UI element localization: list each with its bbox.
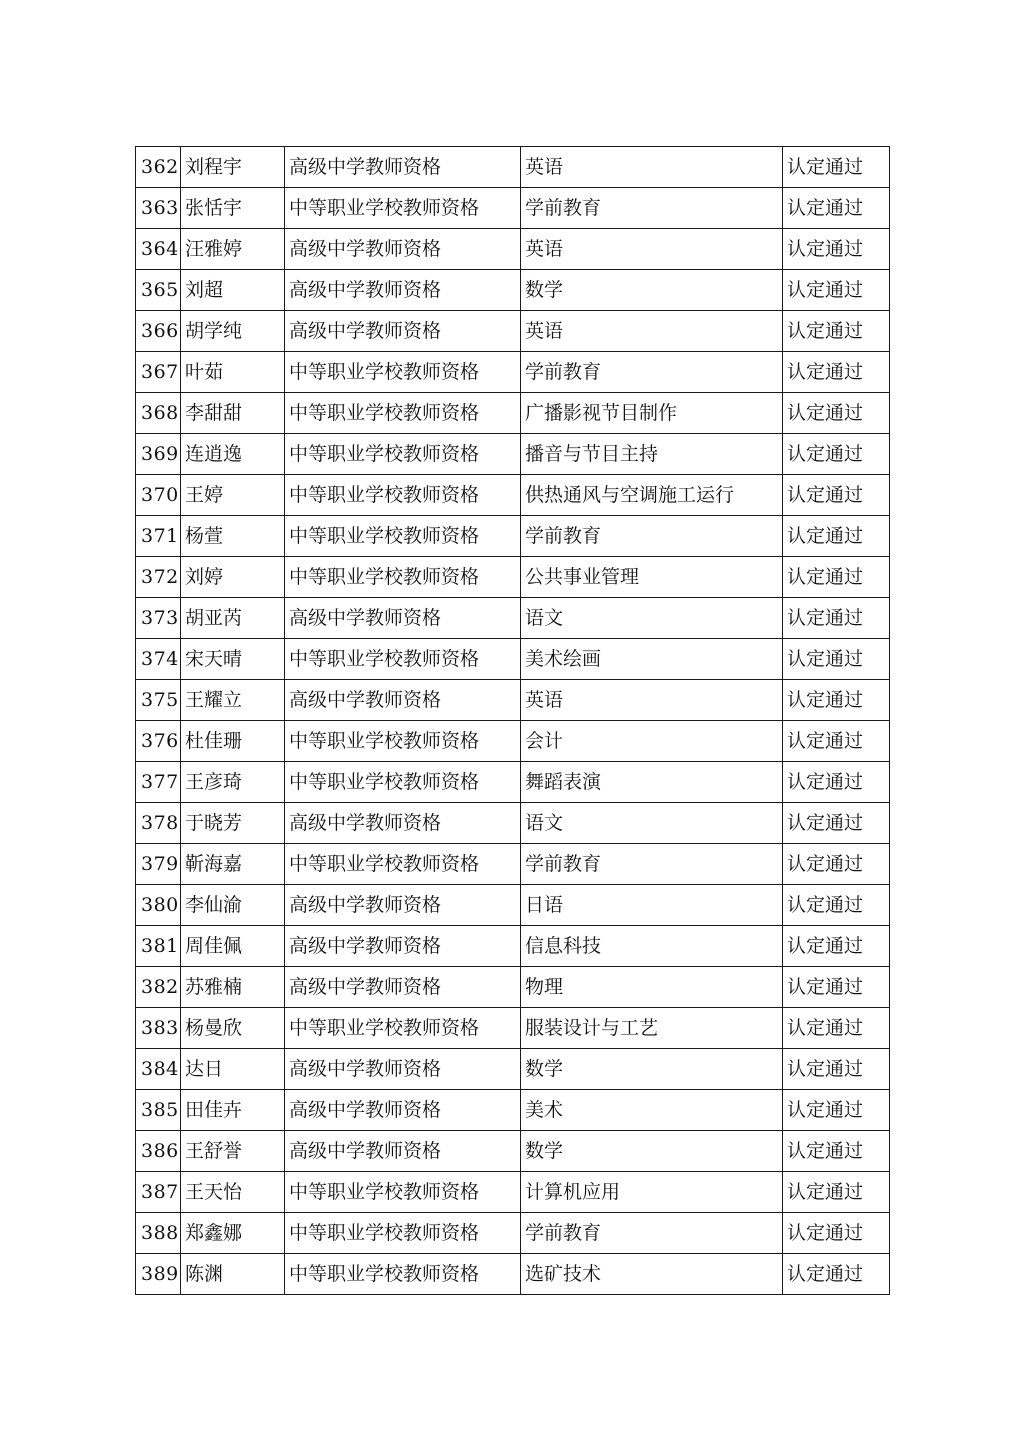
subject-cell: 选矿技术: [521, 1254, 783, 1295]
subject-cell: 学前教育: [521, 188, 783, 229]
qualification-type-cell: 高级中学教师资格: [285, 598, 521, 639]
result-cell: 认定通过: [783, 762, 890, 803]
table-row: [136, 557, 890, 598]
result-cell: 认定通过: [783, 926, 890, 967]
subject-cell: 学前教育: [521, 1213, 783, 1254]
table-row: [136, 844, 890, 885]
qualification-type-cell: 中等职业学校教师资格: [285, 557, 521, 598]
applicant-name-cell: 刘程宇: [181, 147, 285, 188]
row-number-cell: 373: [136, 598, 181, 639]
table-row: [136, 516, 890, 557]
qualification-type-cell: 高级中学教师资格: [285, 926, 521, 967]
table-row: [136, 803, 890, 844]
applicant-name-cell: 刘超: [181, 270, 285, 311]
result-cell: 认定通过: [783, 680, 890, 721]
subject-cell: 数学: [521, 1049, 783, 1090]
applicant-name-cell: 田佳卉: [181, 1090, 285, 1131]
qualification-type-cell: 中等职业学校教师资格: [285, 1213, 521, 1254]
subject-cell: 英语: [521, 229, 783, 270]
subject-cell: 服装设计与工艺: [521, 1008, 783, 1049]
subject-cell: 语文: [521, 598, 783, 639]
table-row: [136, 721, 890, 762]
table-row: [136, 352, 890, 393]
result-cell: 认定通过: [783, 844, 890, 885]
result-cell: 认定通过: [783, 147, 890, 188]
table-row: [136, 680, 890, 721]
table-row: [136, 270, 890, 311]
table-row: [136, 434, 890, 475]
applicant-name-cell: 杨曼欣: [181, 1008, 285, 1049]
applicant-name-cell: 李仙渝: [181, 885, 285, 926]
result-cell: 认定通过: [783, 516, 890, 557]
subject-cell: 舞蹈表演: [521, 762, 783, 803]
table-row: [136, 475, 890, 516]
table-row: [136, 1172, 890, 1213]
applicant-name-cell: 胡亚芮: [181, 598, 285, 639]
row-number-cell: 387: [136, 1172, 181, 1213]
qualification-type-cell: 中等职业学校教师资格: [285, 721, 521, 762]
result-cell: 认定通过: [783, 1213, 890, 1254]
applicant-name-cell: 靳海嘉: [181, 844, 285, 885]
certification-table-body: [136, 147, 890, 1295]
qualification-type-cell: 高级中学教师资格: [285, 270, 521, 311]
subject-cell: 美术绘画: [521, 639, 783, 680]
table-row: [136, 967, 890, 1008]
qualification-type-cell: 高级中学教师资格: [285, 1131, 521, 1172]
result-cell: 认定通过: [783, 1090, 890, 1131]
result-cell: 认定通过: [783, 311, 890, 352]
row-number-cell: 385: [136, 1090, 181, 1131]
row-number-cell: 365: [136, 270, 181, 311]
result-cell: 认定通过: [783, 803, 890, 844]
row-number-cell: 388: [136, 1213, 181, 1254]
subject-cell: 公共事业管理: [521, 557, 783, 598]
row-number-cell: 369: [136, 434, 181, 475]
applicant-name-cell: 宋天晴: [181, 639, 285, 680]
applicant-name-cell: 周佳佩: [181, 926, 285, 967]
applicant-name-cell: 王彦琦: [181, 762, 285, 803]
qualification-type-cell: 高级中学教师资格: [285, 1049, 521, 1090]
result-cell: 认定通过: [783, 1172, 890, 1213]
qualification-type-cell: 中等职业学校教师资格: [285, 639, 521, 680]
result-cell: 认定通过: [783, 393, 890, 434]
result-cell: 认定通过: [783, 1049, 890, 1090]
qualification-type-cell: 中等职业学校教师资格: [285, 516, 521, 557]
qualification-type-cell: 中等职业学校教师资格: [285, 434, 521, 475]
applicant-name-cell: 苏雅楠: [181, 967, 285, 1008]
table-row: [136, 1131, 890, 1172]
applicant-name-cell: 汪雅婷: [181, 229, 285, 270]
applicant-name-cell: 胡学纯: [181, 311, 285, 352]
row-number-cell: 363: [136, 188, 181, 229]
result-cell: 认定通过: [783, 229, 890, 270]
applicant-name-cell: 杜佳珊: [181, 721, 285, 762]
row-number-cell: 383: [136, 1008, 181, 1049]
subject-cell: 数学: [521, 270, 783, 311]
subject-cell: 供热通风与空调施工运行: [521, 475, 783, 516]
subject-cell: 广播影视节目制作: [521, 393, 783, 434]
table-row: [136, 885, 890, 926]
subject-cell: 英语: [521, 680, 783, 721]
result-cell: 认定通过: [783, 967, 890, 1008]
row-number-cell: 375: [136, 680, 181, 721]
qualification-type-cell: 中等职业学校教师资格: [285, 188, 521, 229]
row-number-cell: 380: [136, 885, 181, 926]
applicant-name-cell: 达日: [181, 1049, 285, 1090]
row-number-cell: 371: [136, 516, 181, 557]
qualification-type-cell: 中等职业学校教师资格: [285, 393, 521, 434]
qualification-type-cell: 高级中学教师资格: [285, 680, 521, 721]
table-row: [136, 229, 890, 270]
row-number-cell: 381: [136, 926, 181, 967]
qualification-type-cell: 高级中学教师资格: [285, 229, 521, 270]
table-row: [136, 147, 890, 188]
result-cell: 认定通过: [783, 885, 890, 926]
qualification-type-cell: 中等职业学校教师资格: [285, 475, 521, 516]
row-number-cell: 384: [136, 1049, 181, 1090]
subject-cell: 日语: [521, 885, 783, 926]
row-number-cell: 367: [136, 352, 181, 393]
result-cell: 认定通过: [783, 639, 890, 680]
row-number-cell: 374: [136, 639, 181, 680]
qualification-type-cell: 高级中学教师资格: [285, 147, 521, 188]
result-cell: 认定通过: [783, 270, 890, 311]
row-number-cell: 364: [136, 229, 181, 270]
row-number-cell: 368: [136, 393, 181, 434]
row-number-cell: 386: [136, 1131, 181, 1172]
applicant-name-cell: 杨萱: [181, 516, 285, 557]
subject-cell: 会计: [521, 721, 783, 762]
applicant-name-cell: 王婷: [181, 475, 285, 516]
row-number-cell: 379: [136, 844, 181, 885]
applicant-name-cell: 李甜甜: [181, 393, 285, 434]
qualification-type-cell: 高级中学教师资格: [285, 967, 521, 1008]
result-cell: 认定通过: [783, 598, 890, 639]
qualification-type-cell: 高级中学教师资格: [285, 885, 521, 926]
subject-cell: 英语: [521, 147, 783, 188]
applicant-name-cell: 王天怡: [181, 1172, 285, 1213]
table-row: [136, 393, 890, 434]
applicant-name-cell: 连逍逸: [181, 434, 285, 475]
applicant-name-cell: 张恬宇: [181, 188, 285, 229]
applicant-name-cell: 于晓芳: [181, 803, 285, 844]
qualification-type-cell: 中等职业学校教师资格: [285, 1254, 521, 1295]
row-number-cell: 372: [136, 557, 181, 598]
qualification-type-cell: 中等职业学校教师资格: [285, 844, 521, 885]
table-row: [136, 1090, 890, 1131]
qualification-type-cell: 高级中学教师资格: [285, 803, 521, 844]
result-cell: 认定通过: [783, 721, 890, 762]
table-row: [136, 1049, 890, 1090]
subject-cell: 学前教育: [521, 352, 783, 393]
row-number-cell: 362: [136, 147, 181, 188]
subject-cell: 播音与节目主持: [521, 434, 783, 475]
applicant-name-cell: 王耀立: [181, 680, 285, 721]
subject-cell: 英语: [521, 311, 783, 352]
subject-cell: 计算机应用: [521, 1172, 783, 1213]
row-number-cell: 366: [136, 311, 181, 352]
qualification-type-cell: 高级中学教师资格: [285, 311, 521, 352]
result-cell: 认定通过: [783, 188, 890, 229]
row-number-cell: 377: [136, 762, 181, 803]
subject-cell: 信息科技: [521, 926, 783, 967]
result-cell: 认定通过: [783, 1254, 890, 1295]
qualification-type-cell: 中等职业学校教师资格: [285, 352, 521, 393]
subject-cell: 学前教育: [521, 516, 783, 557]
applicant-name-cell: 郑鑫娜: [181, 1213, 285, 1254]
table-row: [136, 1254, 890, 1295]
table-row: [136, 762, 890, 803]
row-number-cell: 389: [136, 1254, 181, 1295]
table-row: [136, 926, 890, 967]
subject-cell: 美术: [521, 1090, 783, 1131]
qualification-type-cell: 中等职业学校教师资格: [285, 762, 521, 803]
row-number-cell: 376: [136, 721, 181, 762]
qualification-type-cell: 中等职业学校教师资格: [285, 1172, 521, 1213]
result-cell: 认定通过: [783, 434, 890, 475]
row-number-cell: 378: [136, 803, 181, 844]
subject-cell: 物理: [521, 967, 783, 1008]
row-number-cell: 370: [136, 475, 181, 516]
result-cell: 认定通过: [783, 475, 890, 516]
table-row: [136, 1008, 890, 1049]
table-row: [136, 598, 890, 639]
table-row: [136, 1213, 890, 1254]
result-cell: 认定通过: [783, 557, 890, 598]
result-cell: 认定通过: [783, 352, 890, 393]
qualification-type-cell: 高级中学教师资格: [285, 1090, 521, 1131]
subject-cell: 语文: [521, 803, 783, 844]
table-row: [136, 188, 890, 229]
table-row: [136, 311, 890, 352]
certification-table: [135, 146, 890, 1295]
qualification-type-cell: 中等职业学校教师资格: [285, 1008, 521, 1049]
row-number-cell: 382: [136, 967, 181, 1008]
applicant-name-cell: 刘婷: [181, 557, 285, 598]
result-cell: 认定通过: [783, 1131, 890, 1172]
table-row: [136, 639, 890, 680]
subject-cell: 数学: [521, 1131, 783, 1172]
applicant-name-cell: 陈渊: [181, 1254, 285, 1295]
result-cell: 认定通过: [783, 1008, 890, 1049]
subject-cell: 学前教育: [521, 844, 783, 885]
applicant-name-cell: 王舒誉: [181, 1131, 285, 1172]
applicant-name-cell: 叶茹: [181, 352, 285, 393]
